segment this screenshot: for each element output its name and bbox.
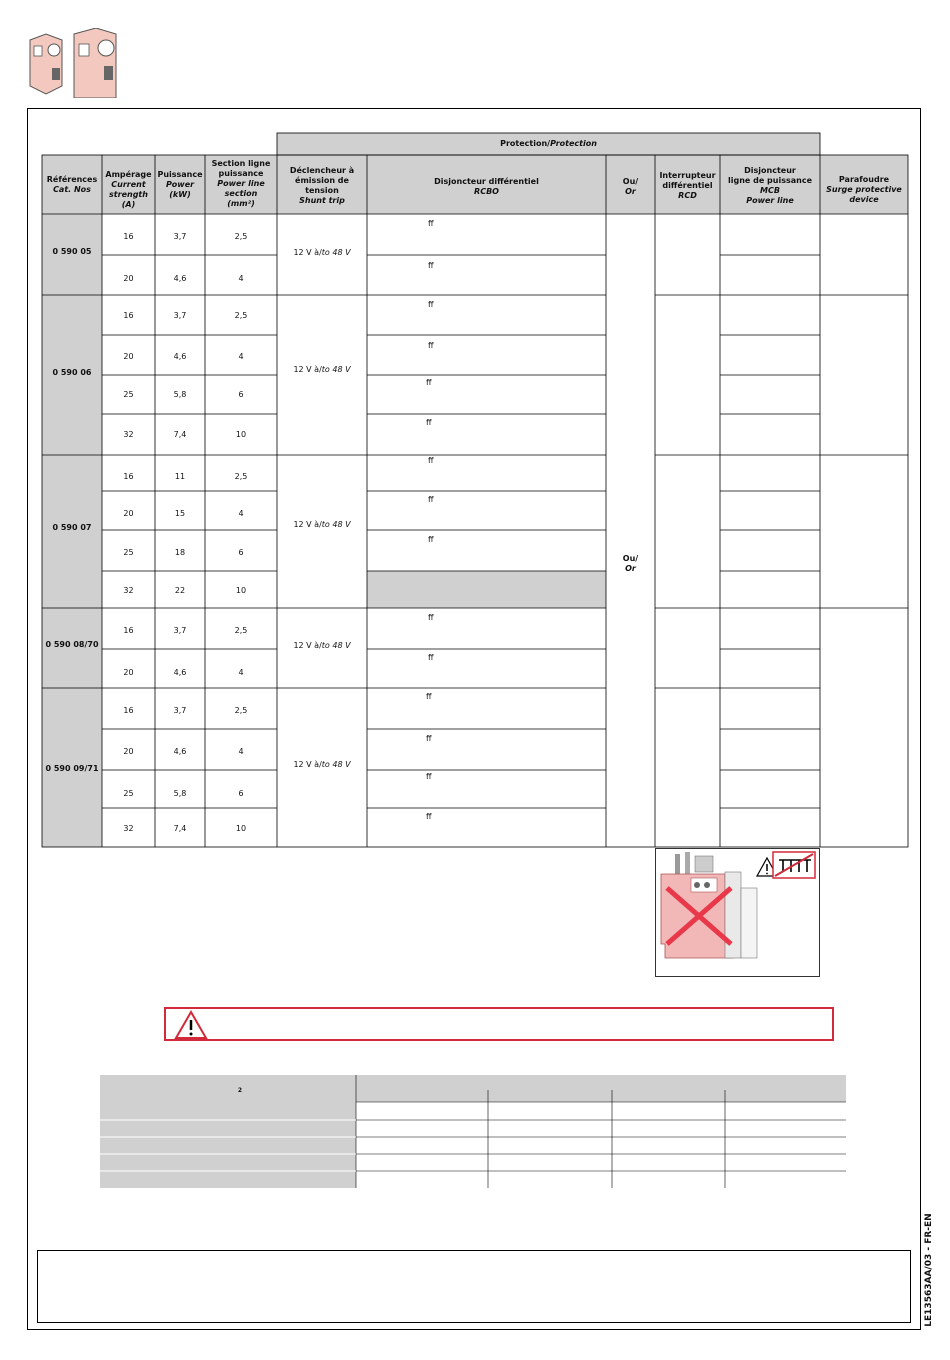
cell-amp: 16: [123, 472, 134, 481]
ref-0-590-07: 0 590 07: [52, 523, 92, 532]
cell-section: 6: [238, 390, 244, 399]
col-sec-fr2: puissance: [218, 169, 264, 178]
small-table-header-superscript: 2: [237, 1087, 243, 1094]
col-header-references: [42, 175, 102, 195]
col-amp-en2: strength: [109, 190, 148, 199]
cell-kw: 15: [174, 509, 186, 518]
col-pow-unit: (kW): [169, 190, 191, 199]
cell-kw: 7,4: [173, 430, 187, 439]
ref-0-590-05: 0 590 05: [52, 247, 92, 256]
col-amp-en1: Current: [111, 180, 146, 189]
protection-header-en: Protection: [550, 139, 597, 148]
rcbo-ff: ff: [426, 772, 432, 781]
cell-kw: 7,4: [173, 824, 187, 833]
col-rcd-en: RCD: [678, 191, 697, 200]
cell-section: 2,5: [234, 311, 248, 320]
cell-amp: 25: [123, 390, 134, 399]
rcbo-ff: ff: [428, 613, 434, 622]
warning-box: [164, 1007, 834, 1041]
col-header-section: [205, 159, 277, 209]
cell-amp: 25: [123, 789, 134, 798]
cell-kw: 18: [174, 548, 186, 557]
cell-section: 4: [238, 274, 244, 283]
col-ref-en: Cat. Nos: [53, 185, 91, 194]
voltage-en: to 48 V: [321, 520, 351, 529]
col-rcd-fr2: différentiel: [662, 181, 713, 190]
rcbo-ff: ff: [428, 653, 434, 662]
col-mcb-en2: Power line: [746, 196, 794, 205]
cell-section: 4: [238, 352, 244, 361]
voltage-group-4: [277, 641, 367, 651]
rcbo-ff: ff: [428, 261, 434, 270]
col-shunt-fr2: émission de tension: [295, 176, 349, 195]
voltage-group-3: [277, 520, 367, 530]
rcbo-ff: ff: [428, 535, 434, 544]
document-code: LE13563AA/03 - FR-EN: [924, 1213, 934, 1327]
cell-kw: 3,7: [173, 232, 187, 241]
col-header-amperage: [102, 170, 155, 210]
col-header-or: [606, 177, 655, 197]
cell-amp: 16: [123, 626, 134, 635]
cell-amp: 16: [123, 706, 134, 715]
col-spd-en2: device: [849, 195, 879, 204]
voltage-fr: 12 V à/: [293, 520, 322, 529]
cell-section: 6: [238, 789, 244, 798]
cell-amp: 32: [123, 586, 134, 595]
notes-box: [37, 1250, 911, 1323]
col-header-surge: [820, 175, 908, 205]
rcbo-ff: ff: [426, 418, 432, 427]
cell-kw: 4,6: [173, 352, 187, 361]
cell-kw: 3,7: [173, 706, 187, 715]
voltage-group-1: [277, 248, 367, 258]
voltage-en: to 48 V: [321, 365, 351, 374]
wiring-warning-illustration: [655, 848, 821, 978]
cell-section: 4: [238, 747, 244, 756]
rcbo-ff: ff: [428, 219, 434, 228]
cell-kw: 5,8: [173, 789, 187, 798]
col-pow-fr: Puissance: [157, 170, 203, 179]
comb-busbar-forbidden-icon: [773, 852, 815, 878]
cell-kw: 11: [174, 472, 186, 481]
col-header-rcd: [655, 171, 720, 201]
col-mcb-en1: MCB: [760, 186, 780, 195]
cell-section: 4: [238, 509, 244, 518]
rcbo-ff: ff: [426, 378, 432, 387]
or-mid-en: Or: [625, 564, 636, 573]
voltage-fr: 12 V à/: [293, 365, 322, 374]
rcbo-ff: ff: [428, 300, 434, 309]
col-ref-fr: Références: [46, 175, 98, 184]
col-amp-fr: Ampérage: [105, 170, 152, 179]
col-header-power: [155, 170, 205, 200]
col-rcbo-fr: Disjoncteur différentiel: [434, 177, 539, 186]
col-sec-en1: Power line: [217, 179, 265, 188]
col-rcd-fr1: Interrupteur: [659, 171, 716, 180]
col-mcb-fr2: ligne de puissance: [727, 176, 812, 185]
cell-amp: 20: [123, 274, 134, 283]
col-spd-en1: Surge protective: [826, 185, 902, 194]
warning-triangle-icon: [174, 1010, 208, 1040]
cell-section: 2,5: [234, 472, 248, 481]
cell-amp: 20: [123, 668, 134, 677]
cell-amp: 20: [123, 352, 134, 361]
cell-kw: 3,7: [173, 626, 187, 635]
col-rcbo-en: RCBO: [474, 187, 499, 196]
cell-amp: 32: [123, 430, 134, 439]
cell-section: 6: [238, 548, 244, 557]
cell-amp: 16: [123, 311, 134, 320]
col-sec-en2: section: [224, 189, 258, 198]
small-table-grid: [0, 1070, 950, 1200]
col-sec-unit: (mm²): [227, 199, 255, 208]
or-middle-label: [606, 554, 655, 574]
voltage-fr: 12 V à/: [293, 760, 322, 769]
cell-section: 4: [238, 668, 244, 677]
rcbo-ff: ff: [426, 734, 432, 743]
protection-header: [277, 139, 820, 149]
col-amp-unit: (A): [121, 200, 136, 209]
col-spd-fr: Parafoudre: [838, 175, 890, 184]
col-header-shunt-trip: [277, 166, 367, 206]
cell-kw: 5,8: [173, 390, 187, 399]
cell-amp: 16: [123, 232, 134, 241]
cell-amp: 32: [123, 824, 134, 833]
cell-amp: 25: [123, 548, 134, 557]
voltage-en: to 48 V: [321, 248, 351, 257]
voltage-en: to 48 V: [321, 760, 351, 769]
rcbo-ff: ff: [428, 456, 434, 465]
cell-section: 10: [235, 824, 247, 833]
cell-kw: 4,6: [173, 274, 187, 283]
col-shunt-en: Shunt trip: [299, 196, 345, 205]
col-pow-en: Power: [165, 180, 195, 189]
cell-section: 10: [235, 430, 247, 439]
col-header-mcb: [720, 166, 820, 206]
ref-0-590-09-71: 0 590 09/71: [45, 764, 99, 773]
rcbo-ff: ff: [426, 812, 432, 821]
or-mid-fr: Ou/: [622, 554, 639, 563]
voltage-en: to 48 V: [321, 641, 351, 650]
col-or-fr: Ou/: [622, 177, 639, 186]
voltage-fr: 12 V à/: [293, 641, 322, 650]
col-sec-fr1: Section ligne: [211, 159, 271, 168]
ref-0-590-08-70: 0 590 08/70: [45, 640, 99, 649]
cell-section: 2,5: [234, 706, 248, 715]
cell-amp: 20: [123, 747, 134, 756]
cell-kw: 4,6: [173, 747, 187, 756]
cell-section: 10: [235, 586, 247, 595]
cell-amp: 20: [123, 509, 134, 518]
cell-kw: 3,7: [173, 311, 187, 320]
rcbo-ff: ff: [426, 692, 432, 701]
col-mcb-fr1: Disjoncteur: [744, 166, 796, 175]
col-or-en: Or: [625, 187, 636, 196]
rcbo-ff: ff: [428, 341, 434, 350]
cell-section: 2,5: [234, 626, 248, 635]
voltage-fr: 12 V à/: [293, 248, 322, 257]
col-shunt-fr1: Déclencheur à: [289, 166, 355, 175]
voltage-group-5: [277, 760, 367, 770]
ref-0-590-06: 0 590 06: [52, 368, 92, 377]
cell-section: 2,5: [234, 232, 248, 241]
cell-kw: 22: [174, 586, 186, 595]
col-header-rcbo: [367, 177, 606, 197]
voltage-group-2: [277, 365, 367, 375]
cell-kw: 4,6: [173, 668, 187, 677]
rcbo-ff: ff: [428, 495, 434, 504]
document-code-vertical: [919, 1215, 939, 1335]
protection-header-fr: Protection/: [500, 139, 551, 148]
